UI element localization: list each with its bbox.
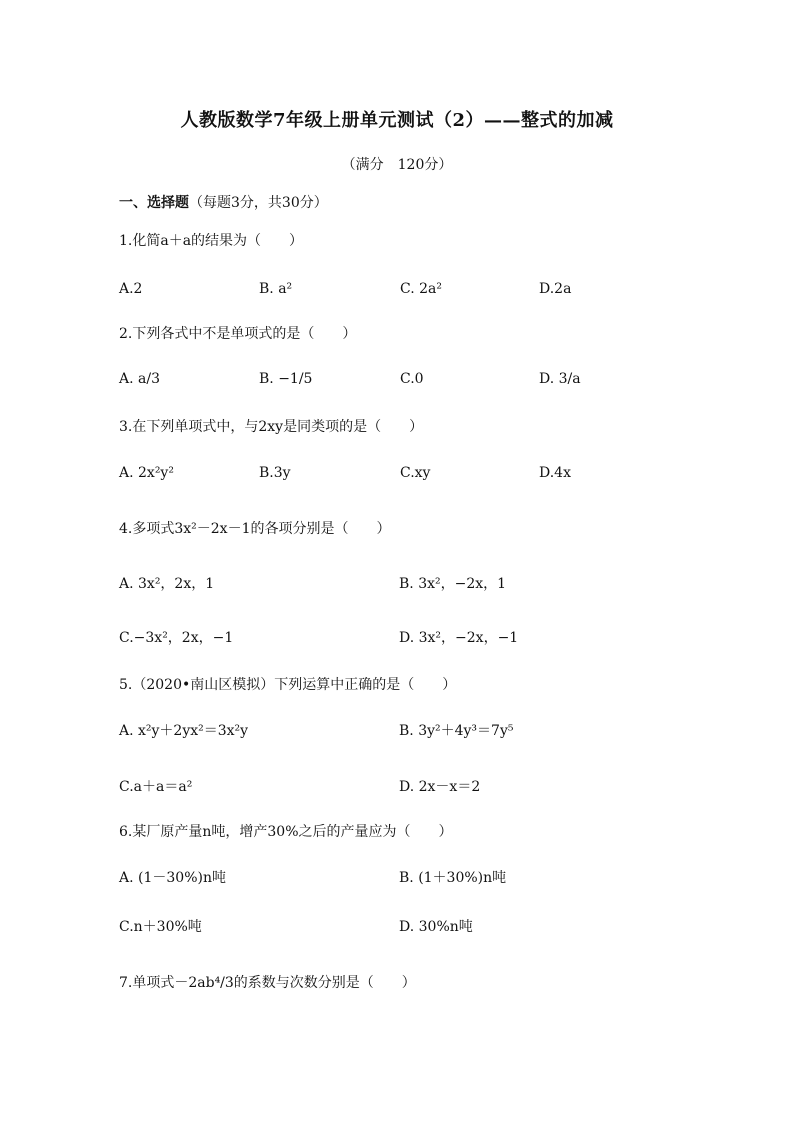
question-7: 7.单项式－2ab⁴/3的系数与次数分别是（ ）	[119, 975, 416, 991]
question-4: 4.多项式3x²－2x－1的各项分别是（ ）	[119, 521, 391, 537]
q2-option-c[interactable]: C.0	[400, 371, 424, 387]
q5-option-b[interactable]: B. 3y²＋4y³＝7y⁵	[399, 723, 514, 739]
q3-option-b[interactable]: B.3y	[259, 465, 291, 481]
q4-option-b[interactable]: B. 3x²，−2x，1	[399, 576, 507, 592]
q6-option-d[interactable]: D. 30%n吨	[399, 919, 473, 935]
question-6: 6.某厂原产量n吨，增产30%之后的产量应为（ ）	[119, 824, 453, 840]
q6-option-b[interactable]: B. (1＋30%)n吨	[399, 870, 507, 886]
q3-option-d[interactable]: D.4x	[539, 465, 571, 481]
q1-option-d[interactable]: D.2a	[539, 281, 572, 297]
q4-option-d[interactable]: D. 3x²，−2x，−1	[399, 630, 519, 646]
q4-option-c[interactable]: C.−3x²，2x，−1	[119, 630, 234, 646]
question-1: 1.化简a＋a的结果为（ ）	[119, 233, 304, 249]
question-3: 3.在下列单项式中，与2xy是同类项的是（ ）	[119, 419, 424, 435]
q5-option-d[interactable]: D. 2x－x＝2	[399, 779, 481, 795]
score-note: （满分 120分）	[341, 157, 453, 173]
question-2: 2.下列各式中不是单项式的是（ ）	[119, 326, 357, 342]
q6-option-c[interactable]: C.n＋30%吨	[119, 919, 202, 935]
q3-option-a[interactable]: A. 2x²y²	[119, 465, 174, 481]
q1-option-a[interactable]: A.2	[119, 281, 143, 297]
section-note: （每题3分，共30分）	[189, 195, 328, 211]
q4-option-a[interactable]: A. 3x²，2x，1	[119, 576, 215, 592]
q5-option-a[interactable]: A. x²y＋2yx²＝3x²y	[119, 723, 249, 739]
q2-option-d[interactable]: D. 3/a	[539, 371, 581, 387]
q1-option-b[interactable]: B. a²	[259, 281, 293, 297]
section-heading	[119, 193, 328, 213]
q1-option-c[interactable]: C. 2a²	[400, 281, 442, 297]
q2-option-b[interactable]: B. −1/5	[259, 371, 313, 387]
page-title: 人教版数学7年级上册单元测试（2）——整式的加减	[180, 110, 614, 131]
question-5: 5.（2020•南山区模拟）下列运算中正确的是（ ）	[119, 677, 457, 693]
q3-option-c[interactable]: C.xy	[400, 465, 431, 481]
q6-option-a[interactable]: A. (1－30%)n吨	[119, 870, 226, 886]
q2-option-a[interactable]: A. a/3	[119, 371, 160, 387]
q5-option-c[interactable]: C.a＋a＝a²	[119, 779, 193, 795]
section-name: 一、选择题	[119, 195, 189, 211]
